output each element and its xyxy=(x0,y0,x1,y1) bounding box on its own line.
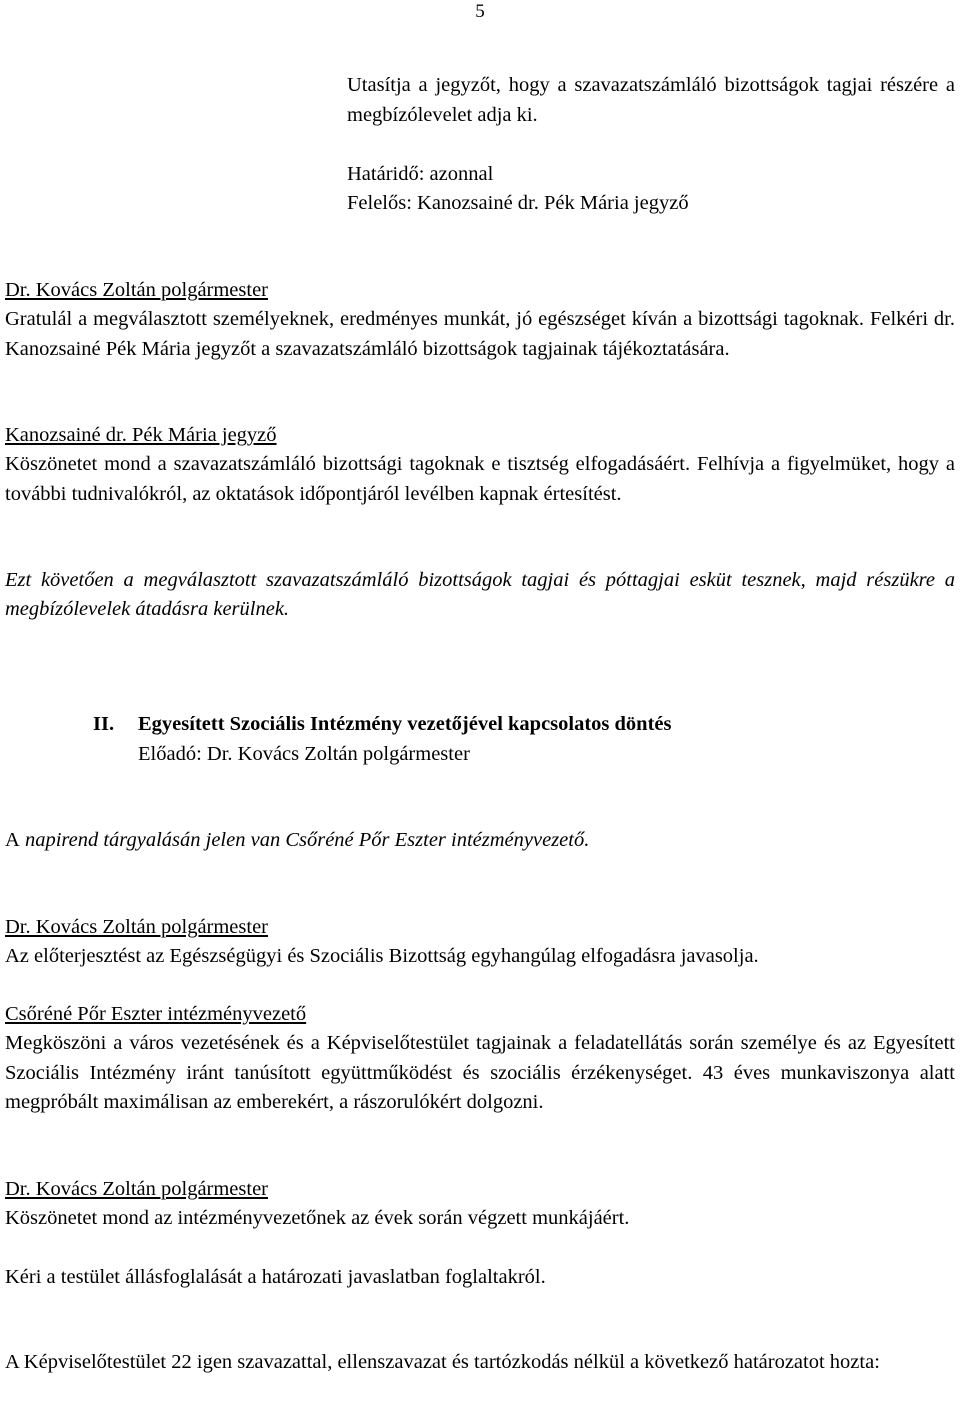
speech-text: Köszönetet mond az intézményvezetőnek az évek során végzett munkájáért. xyxy=(5,1207,630,1230)
speaker-name: Dr. Kovács Zoltán polgármester xyxy=(5,1178,269,1200)
speaker-name: Kanozsainé dr. Pék Mária jegyző xyxy=(5,424,277,446)
speech-text: Gratulál a megválasztott személyeknek, eredményes munkát, jó egészséget kíván a bizottsági tagoknak. Felkéri dr. Kanozsainé Pék Mária jegyzőt a szavazatszámláló bizottságok tagjainak tájékoztatására. xyxy=(5,308,955,360)
speech-text: Az előterjesztést az Egészségügyi és Szociális Bizottság egyhangúlag elfogadásra javasolja. xyxy=(5,945,759,968)
speech-mayor-2 xyxy=(5,913,955,972)
instruction-text: Utasítja a jegyzőt, hogy a szavazatszámláló bizottságok tagjai részére a megbízólevelet adja ki. xyxy=(347,74,955,126)
speech-notary xyxy=(5,421,955,509)
presence-text: napirend tárgyalásán jelen van Csőréné Pőr Eszter intézményvezető. xyxy=(19,829,590,851)
speech-text-2: Kéri a testület állásfoglalását a határozati javaslatban foglaltakról. xyxy=(5,1265,546,1288)
speaker-name: Dr. Kovács Zoltán polgármester xyxy=(5,916,269,938)
section-heading xyxy=(93,710,955,769)
speech-director xyxy=(5,1000,955,1117)
presence-note xyxy=(5,826,955,855)
page-number: 5 xyxy=(475,1,485,22)
instruction-block xyxy=(347,71,955,219)
presence-prefix: A xyxy=(5,829,20,851)
speech-text: Köszönetet mond a szavazatszámláló bizottsági tagoknak e tisztség elfogadásáért. Felhívja a figyelmüket, hogy a további tudnivalókról, az oktatások időpontjáról levélben kapnak értesítést. xyxy=(5,453,955,505)
speaker-name: Csőréné Pőr Eszter intézményvezető xyxy=(5,1003,307,1025)
section-number: II. xyxy=(93,713,115,735)
section-title: Egyesített Szociális Intézmény vezetőjével kapcsolatos döntés xyxy=(138,713,672,735)
speech-mayor-1 xyxy=(5,276,955,364)
speech-mayor-3 xyxy=(5,1175,955,1292)
speech-text: Megköszöni a város vezetésének és a Képviselőtestület tagjainak a feladatellátás során személye és az Egyesített Szociális Intézmény iránt tanúsított együttműködést és szociális érzékenységet. 43 éves munkaviszonya alatt megpróbált maximálisan az emberekért, a rászorulókért dolgozni. xyxy=(5,1032,955,1113)
italic-note-oath: Ezt követően a megválasztott szavazatszámláló bizottságok tagjai és póttagjai esküt tesznek, majd részükre a megbízólevelek átadásra kerülnek. xyxy=(5,569,955,621)
speaker-name: Dr. Kovács Zoltán polgármester xyxy=(5,279,269,301)
closing-statement: A Képviselőtestület 22 igen szavazattal, ellenszavazat és tartózkodás nélkül a következő határozatot hozta: xyxy=(5,1351,880,1373)
section-presenter: Előadó: Dr. Kovács Zoltán polgármester xyxy=(138,742,470,765)
deadline: Határidő: azonnal xyxy=(347,162,494,185)
responsible: Felelős: Kanozsainé dr. Pék Mária jegyző xyxy=(347,192,689,214)
